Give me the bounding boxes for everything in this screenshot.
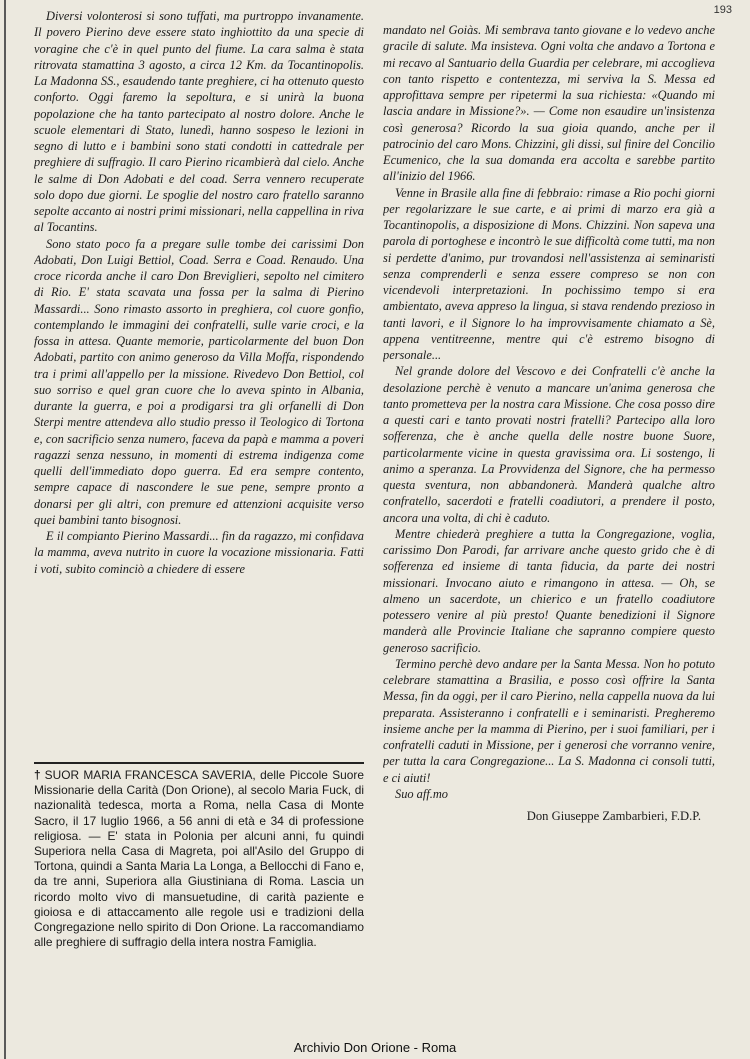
right-paragraph-3: Nel grande dolore del Vescovo e dei Confratelli c'è anche la desolazione perchè è venuto a mancare un'anima generosa che tanto prometteva per la nostra cara Missione. Che cosa posso dire a questi cari e tanto provati nostri fratelli? Partecipo alla loro sofferenza, che è anche quella delle nostre buone Suore, particolarmente vicine in questa gravissima ora. Li sostengo, li animo a speranza. La Provvidenza del Signore, che ha permesso questa sventura, non abbandonerà. Manderà qualche altro confratello, sacerdoti e fratelli coadiutori, a prendere il posto, ancora una volta, di chi è caduto.: [383, 364, 715, 525]
page-edge-shadow: [4, 0, 6, 1059]
cross-symbol: †: [34, 768, 42, 782]
signoff: Suo aff.mo: [395, 786, 449, 801]
obituary-divider: [34, 762, 364, 764]
left-paragraph-1: Diversi volonterosi si sono tuffati, ma purtroppo invanamente. Il povero Pierino deve essere stato inghiottito da una specie di voragine che c'è in quel punto del fiume. La cara salma è stata ritrovata stamattina 3 agosto, a circa 12 Km. da Tocantinopolis. La Madonna SS., esaudendo tante preghiere, ci ha ottenuto questo conforto. Oggi faremo la sepoltura, e si unirà la buona popolazione che ha tanto partecipato al nostro dolore. Anche le scuole elementari di Stato, lunedì, hanno sospeso le lezioni in segno di lutto e i bambini sono stati condotti in cattedrale per preghiere di suffragio. Il caro Pierino ricambierà dal cielo. Anche le salme di Don Adobati e del coad. Serra vennero recuperate solo dopo due giorni. Le spoglie del nostro caro fratello saranno sepolte accanto ai nostri primi missionari, nella cappellina in riva al Tocantins.: [34, 9, 364, 235]
page-number: 193: [713, 4, 732, 16]
obituary-text: SUOR MARIA FRANCESCA SAVERIA, delle Piccole Suore Missionarie della Carità (Don Orione), al secolo Maria Fuck, di nazionalità tedesca, morta a Roma, nella Casa di Monte Sacro, il 17 luglio 1966, a 56 anni di età e 34 di professione religiosa. — E' stata in Polonia per alcuni anni, fu quindi Superiora nella Casa di Magreta, poi all'Asilo del Gruppo di Tortona, quindi a Santa Maria La Longa, a Bellocchi di Fano e, da tre anni, Superiora alla Giustiniana di Roma. Lascia un ricordo molto vivo di mansuetudine, di carità paziente e gioiosa e di attaccamento alle regole usi e tradizioni della Congregazione nello spirito di Don Orione. La raccomandiamo alle preghiere di suffragio della intera nostra Famiglia.: [34, 768, 364, 950]
right-paragraph-5: Termino perchè devo andare per la Santa Messa. Non ho potuto celebrare stamattina a Brasilia, e posso così offrire la Santa Messa, fin da oggi, per il caro Pierino, nella cappella nuova da lui preparata. Assisteranno i confratelli e i seminaristi. Pregheremo insieme anche per la mamma di Pierino, per i suoi familiari, per i confratelli caduti in Missione, per i generosi che vorranno venire, per tutta la cara Congregazione... La S. Madonna ci consoli tutti, e ci aiuti!: [383, 656, 715, 785]
left-paragraph-3: E il compianto Pierino Massardi... fin da ragazzo, mi confidava la mamma, aveva nutrito in cuore la vocazione missionaria. Fatti i voti, subito cominciò a chiedere di essere: [34, 529, 364, 576]
obituary-notice: [34, 768, 364, 950]
archive-footer: Archivio Don Orione - Roma: [293, 1040, 457, 1055]
signature: Don Giuseppe Zambarbieri, F.D.P.: [526, 809, 701, 823]
right-paragraph-2: Venne in Brasile alla fine di febbraio: rimase a Rio pochi giorni per regolarizzare le sue carte, e ai primi di marzo era già a Tocantinopolis, a disposizione di Mons. Chizzini. Non sapeva una parola di portoghese e incontrò le sue difficoltà come tutti, ma non si perdette d'animo, pur trovandosi nell'assistenza ai seminaristi senza comprenderli e senza essere compreso se non con vicendevoli interpretazioni. In pochissimo tempo si era ambientato, aveva appreso la lingua, si stava rendendo prezioso in tanti lavori, e il Signore lo ha improvvisamente chiamato a Sè, appena ventitreenne, mentre qui c'è estremo bisogno di personale...: [383, 185, 715, 362]
right-paragraph-4: Mentre chiederà preghiere a tutta la Congregazione, voglia, carissimo Don Parodi, far arrivare anche questo grido che è di sofferenza ed insieme di tanta fiducia, da parte dei nostri missionari. Invocano aiuto e rimangono in attesa. — Oh, se almeno un sacerdote, un chierico e un fratello coadiutore potessero venire al più presto! Quante benedizioni il Signore manderà alle Provincie Italiane che sapranno compiere questo generoso sacrificio.: [383, 526, 715, 655]
left-column: [34, 8, 364, 758]
right-column: [383, 22, 715, 1022]
left-paragraph-2: Sono stato poco fa a pregare sulle tombe dei carissimi Don Adobati, Don Luigi Bettiol, Coad. Serra e Coad. Renaudo. Una croce ricorda anche il caro Don Breviglieri, sepolto nel cimitero di Rio. E' stata scavata una fossa per la salma di Pierino Massardi... Sono rimasto assorto in preghiera, col cuore gonfio, contemplando le immagini dei confratelli, sulle varie croci, e la fossa in attesa. Quante memorie, particolarmente del buon Don Adobati, partito con animo generoso da Villa Moffa, rispondendo tra i primi all'appello per la missione. Rivedevo Don Bettiol, col suo sorriso e quel gran cuore che lo aveva spinto in Albania, durante la guerra, e poi a prodigarsi tra gli orfanelli di Don Sterpi mentre attendeva allo studio presso il Teologico di Tortona e, con sacrificio senza numero, faceva da papà e mamma a poveri ragazzi senza nessuno, in momenti di estrema indigenza come quelli dell'immediato dopo guerra. Ed era sempre contento, sempre capace di nascondere le sue pene, sempre pronto a donarsi per gli altri, con premure ed attenzioni acquisite verso quei bambini tanto bisognosi.: [34, 236, 364, 527]
right-paragraph-1: mandato nel Goiàs. Mi sembrava tanto giovane e lo vedevo anche gracile di salute. Ma insisteva. Ogni volta che andavo a Tortona e mi recavo al Santuario della Guardia per celebrare, mi accoglieva con tanto rispetto e contentezza, mi serviva la S. Messa ed approfittava sempre per ripetermi la sua richiesta: «Quando mi lascia andare in Missione?». — Come non esaudire un'insistenza così generosa? Ricordo la sua gioia quando, anche per il patrocinio del caro Mons. Chizzini, gli dissi, sul finire del Concilio Ecumenico, che la sua domanda era accolta e sarebbe partito all'inizio del 1966.: [383, 23, 715, 184]
